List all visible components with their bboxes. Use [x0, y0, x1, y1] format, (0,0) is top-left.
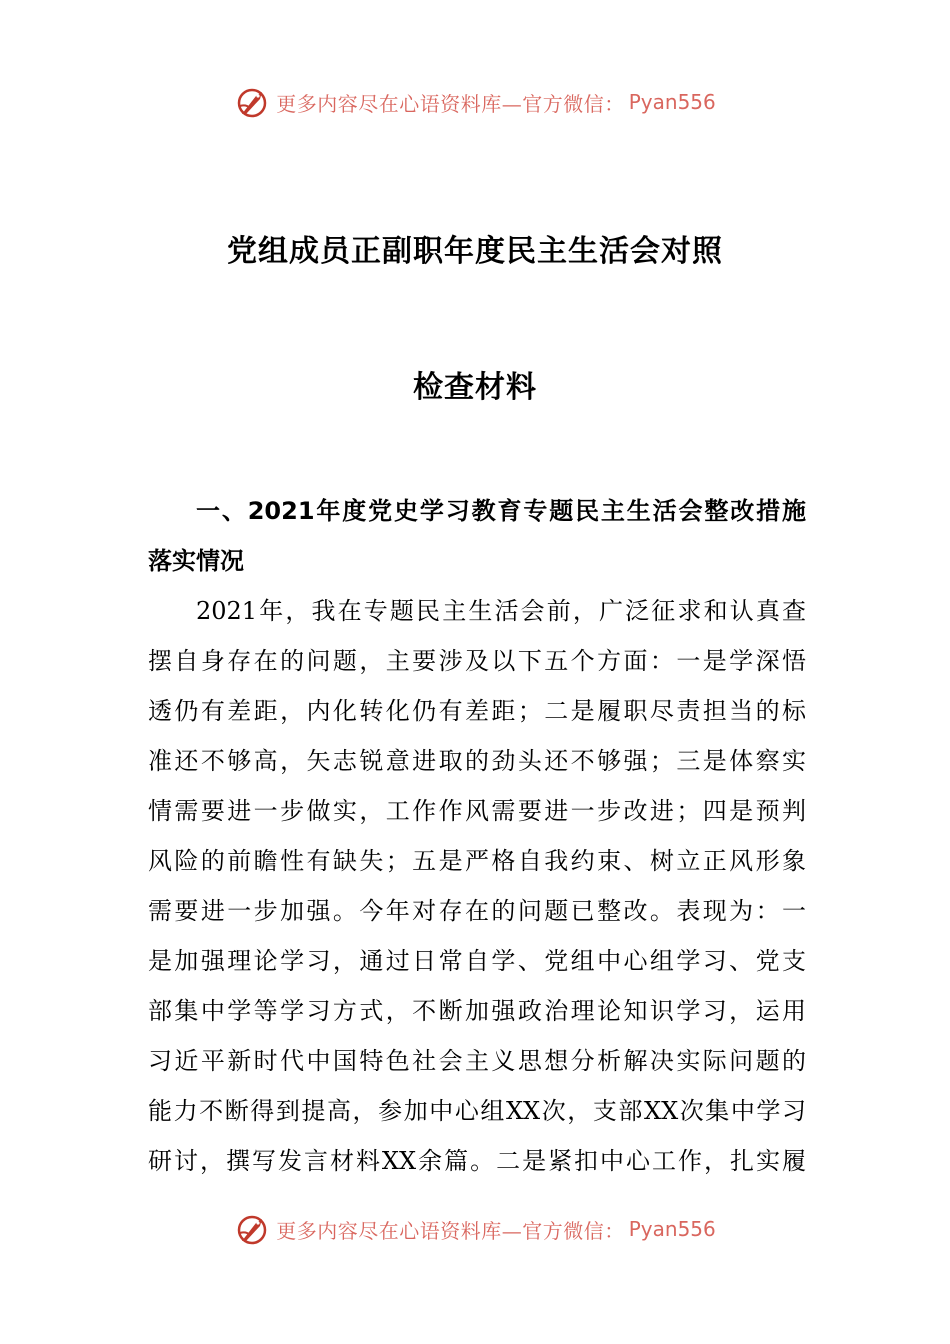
- watermark-wechat-id: Pyan556: [628, 90, 716, 114]
- section-heading-line: 落实情况: [148, 547, 244, 575]
- document-body: [148, 486, 806, 1186]
- paragraph-line: 准还不够高，矢志锐意进取的劲头还不够强；三是体察实: [148, 747, 806, 775]
- paragraph-line: 部集中学等学习方式，不断加强政治理论知识学习，运用: [148, 997, 806, 1025]
- paragraph-line: 能力不断得到提高，参加中心组XX次，支部XX次集中学习: [148, 1097, 806, 1125]
- watermark-wechat-id: Pyan556: [628, 1217, 716, 1241]
- paragraph-line: 研讨，撰写发言材料XX余篇。二是紧扣中心工作，扎实履: [148, 1147, 806, 1175]
- paragraph-line: 2021年，我在专题民主生活会前，广泛征求和认真查: [196, 597, 806, 625]
- paragraph-line: 透仍有差距，内化转化仍有差距；二是履职尽责担当的标: [148, 697, 806, 725]
- watermark-banner-top: [0, 80, 950, 124]
- paragraph-line: 是加强理论学习，通过日常自学、党组中心组学习、党支: [148, 947, 806, 975]
- document-title-line-1: 党组成员正副职年度民主生活会对照: [227, 234, 723, 269]
- paragraph-line: 习近平新时代中国特色社会主义思想分析解决实际问题的: [148, 1047, 806, 1075]
- watermark-text: 更多内容尽在心语资料库—官方微信：: [276, 1218, 625, 1243]
- watermark-banner-bottom: [0, 1207, 950, 1251]
- watermark-text: 更多内容尽在心语资料库—官方微信：: [276, 91, 625, 116]
- document-title-line-2: 检查材料: [413, 370, 537, 405]
- paragraph-line: 摆自身存在的问题，主要涉及以下五个方面：一是学深悟: [148, 647, 806, 675]
- pen-nib-circle-icon: [234, 84, 270, 120]
- section-heading-line: 一、2021年度党史学习教育专题民主生活会整改措施: [196, 497, 806, 525]
- pen-nib-circle-icon: [234, 1211, 270, 1247]
- paragraph-line: 需要进一步加强。今年对存在的问题已整改。表现为：一: [148, 897, 806, 925]
- paragraph-line: 风险的前瞻性有缺失；五是严格自我约束、树立正风形象: [148, 847, 806, 875]
- paragraph-line: 情需要进一步做实，工作作风需要进一步改进；四是预判: [148, 797, 806, 825]
